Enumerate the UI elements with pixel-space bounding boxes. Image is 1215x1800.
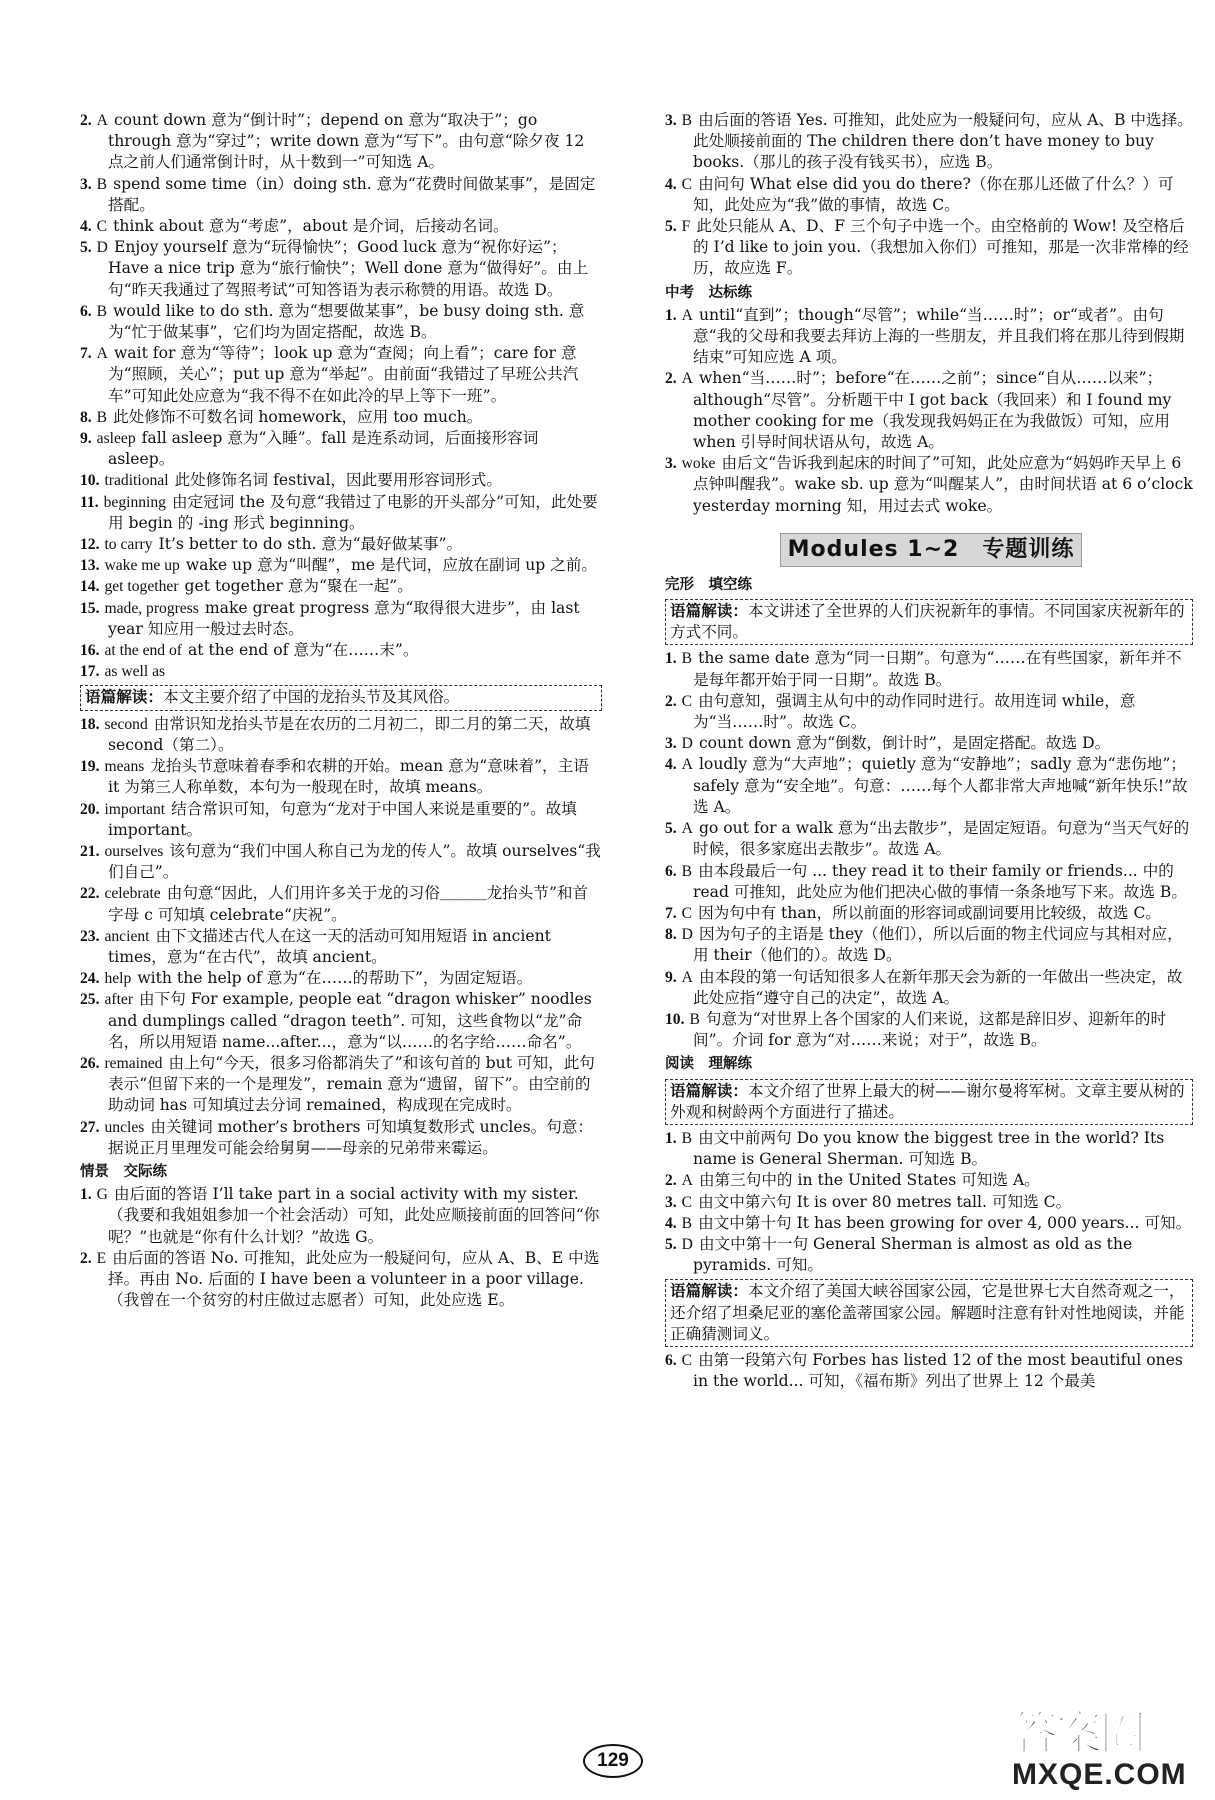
item-number: 15. — [80, 599, 100, 617]
answer-item — [80, 989, 602, 1053]
item-answer: C — [681, 692, 693, 710]
answer-item — [80, 841, 602, 883]
item-explanation: 由句意知，强调主从句中的动作同时进行。故用连词 while，意为“当……时”。故选 C。 — [693, 691, 1136, 732]
answer-item — [80, 492, 602, 534]
answer-item — [665, 216, 1193, 280]
answer-item — [80, 598, 602, 640]
item-number: 3. — [665, 455, 677, 473]
answer-item — [665, 924, 1193, 966]
answer-item — [665, 691, 1193, 733]
item-explanation: wake up 意为“叫醒”，me 是代词，应放在副词 up 之前。 — [185, 556, 598, 575]
item-explanation: 句意为“对世界上各个国家的人们来说，这都是辞旧岁、迎新年的时间”。介词 for 意为“对……来说；对于”，故选 B。 — [693, 1009, 1167, 1050]
item-answer: remained — [104, 1054, 163, 1072]
item-answer: A — [681, 306, 693, 324]
item-number: 2. — [665, 1172, 677, 1190]
item-answer: D — [681, 735, 693, 753]
item-number: 24. — [80, 970, 100, 988]
item-number: 12. — [80, 536, 100, 554]
item-answer: D — [96, 239, 108, 257]
item-answer: F — [681, 218, 691, 236]
item-number: 4. — [665, 175, 677, 193]
passage-summary-box — [80, 685, 602, 710]
item-explanation: 由第三句中的 in the United States 可知选 A。 — [698, 1171, 1040, 1190]
item-number: 1. — [80, 1186, 92, 1204]
item-answer: ourselves — [104, 842, 164, 860]
answer-item — [665, 1009, 1193, 1051]
item-answer: B — [96, 408, 108, 426]
right-column — [665, 110, 1193, 1392]
item-answer: A — [681, 968, 693, 986]
passage-summary-label: 语篇解读： — [85, 688, 163, 707]
answer-item — [80, 343, 602, 407]
item-explanation: 由问句 What else did you do there?（你在那儿还做了什么？）可知，此处应为“我”做的事情，故选 C。 — [693, 174, 1174, 214]
item-number: 27. — [80, 1118, 100, 1136]
item-answer: traditional — [104, 472, 169, 490]
item-answer: second — [104, 715, 148, 733]
answer-item — [665, 1213, 1193, 1234]
item-answer: help — [104, 970, 132, 988]
item-explanation: 因为句子的主语是 they（他们），所以后面的物主代词应与其相对应，用 their（他们的）。故选 D。 — [693, 925, 1183, 965]
item-number: 6. — [80, 302, 92, 320]
item-explanation: go out for a walk 意为“出去散步”，是固定短语。句意为“当天气好的时候，很多家庭出去散步”。故选 A。 — [693, 819, 1190, 859]
answer-item — [80, 407, 602, 428]
item-answer: A — [681, 1172, 693, 1190]
item-answer: uncles — [104, 1118, 145, 1136]
item-explanation: 由后面的答语 No. 可推知，此处应为一般疑问句，应从 A、B、E 中选择。再由 No. 后面的 I have been a volunteer in a poor village.（我曾在一个贫穷的村庄做过志愿者）可知，此处应选 E。 — [108, 1248, 600, 1310]
item-explanation: when“当……时”；before“在……之前”；since“自从……以来”；although“尽管”。分析题干中 I got back（我回来）和 I found my mother cooking for me（我发现我妈妈正在为我做饭）可知，应用 when 引导时间状语从句，故选 A。 — [693, 369, 1172, 452]
item-explanation: 因为句中有 than，所以前面的形容词或副词要用比较级，故选 C。 — [698, 903, 1162, 922]
answer-item — [80, 883, 602, 925]
item-answer: ancient — [104, 927, 150, 945]
item-answer: D — [681, 926, 693, 944]
passage-summary-label: 语篇解读： — [670, 1081, 748, 1100]
passage-summary-box — [665, 599, 1193, 645]
item-explanation: 由本段最后一句 ... they read it to their family or friends... 中的 read 可推知，此处应为他们把决心做的事情一条条地写下来。故选 B。 — [693, 861, 1187, 901]
item-answer: woke — [681, 455, 716, 473]
answer-item — [80, 237, 602, 301]
passage-summary-label: 语篇解读： — [670, 1282, 748, 1301]
item-number: 2. — [665, 692, 677, 710]
answer-item — [80, 714, 602, 756]
item-number: 25. — [80, 991, 100, 1009]
answer-item — [665, 967, 1193, 1009]
answer-item — [665, 368, 1193, 453]
answer-item — [80, 534, 602, 555]
item-explanation: 由第一段第六句 Forbes has listed 12 of the most beautiful ones in the world... 可知，《福布斯》列出了世界上 12 个最美 — [693, 1350, 1183, 1391]
item-explanation: think about 意为“考虑”，about 是介词，后接动名词。 — [113, 217, 509, 236]
answer-item — [80, 576, 602, 597]
item-answer: get together — [104, 578, 179, 596]
item-explanation: get together 意为“聚在一起”。 — [184, 577, 413, 596]
passage-summary-label: 语篇解读： — [670, 602, 748, 621]
passage-summary-text: 本文主要介绍了中国的龙抬头节及其风俗。 — [162, 688, 460, 707]
item-number: 23. — [80, 927, 100, 945]
item-answer: A — [96, 345, 108, 363]
answer-item — [80, 428, 602, 470]
item-number: 22. — [80, 885, 100, 903]
item-number: 10. — [665, 1010, 685, 1028]
item-number: 9. — [80, 430, 92, 448]
item-answer: C — [681, 1351, 693, 1369]
item-answer: to carry — [104, 536, 153, 554]
section-heading: 完形 填空练 — [665, 576, 752, 593]
item-explanation: 由本段的第一句话知很多人在新年那天会为新的一年做出一些决定，故此处应指“遵守自己的决定”，故选 A。 — [693, 967, 1183, 1007]
item-number: 20. — [80, 800, 100, 818]
item-number: 5. — [665, 218, 677, 236]
item-number: 3. — [665, 1193, 677, 1211]
item-explanation: 由关键词 mother’s brothers 可知填复数形式 uncles。句意：据说正月里理发可能会给舅舅——母亲的兄弟带来霉运。 — [108, 1117, 594, 1157]
answer-item — [80, 1053, 602, 1117]
answer-item — [665, 733, 1193, 754]
item-explanation: 由文中第十句 It has been growing for over 4, 000 years... 可知。 — [698, 1213, 1192, 1232]
item-explanation: Enjoy yourself 意为“玩得愉快”；Good luck 意为“祝你好运”；Have a nice trip 意为“旅行愉快”；Well done 意为“做得好”。由上句“昨天我通过了驾照考试”可知答语为表示称赞的用语。故选 D。 — [108, 238, 589, 299]
module-banner: Modules 1~2 专题训练 — [780, 533, 1082, 567]
passage-summary-text: 本文讲述了全世界的人们庆祝新年的事情。不同国家庆祝新年的方式不同。 — [670, 602, 1185, 642]
item-number: 5. — [665, 1235, 677, 1253]
item-number: 7. — [80, 345, 92, 363]
passage-summary-text: 本文介绍了美国大峡谷国家公园，它是世界七大自然奇观之一，还介绍了坦桑尼亚的塞伦盖蒂国家公园。解题时注意有针对性地阅读，并能正确猜测词义。 — [670, 1282, 1185, 1343]
section-heading: 中考 达标练 — [665, 284, 752, 301]
item-explanation: make great progress 意为“取得很大进步”，由 last year 知应用一般过去时态。 — [108, 598, 580, 638]
answer-item — [665, 1128, 1193, 1170]
item-answer: wake me up — [104, 557, 180, 575]
item-explanation: at the end of 意为“在……末”。 — [187, 641, 419, 660]
item-number: 2. — [80, 112, 92, 129]
item-number: 17. — [80, 663, 100, 681]
answer-item — [80, 301, 602, 343]
item-explanation: 此处修饰名词 festival，因此要用形容词形式。 — [174, 471, 502, 490]
item-number: 1. — [665, 306, 677, 324]
item-answer: B — [681, 1214, 693, 1232]
answer-item — [80, 555, 602, 576]
answer-item — [80, 661, 602, 682]
item-explanation: 由上句“今天，很多习俗都消失了”和该句首的 but 可知，此句表示“但留下来的一个是理发”，remain 意为“遗留，留下”。由空前的助动词 has 可知填过去分词 remained，构成现在完成时。 — [108, 1053, 595, 1115]
item-number: 6. — [665, 1351, 677, 1369]
item-number: 19. — [80, 758, 100, 776]
watermark-logo — [1012, 1708, 1202, 1796]
answer-item — [665, 648, 1193, 690]
item-number: 1. — [665, 650, 677, 668]
item-explanation: 由后文“告诉我到起床的时间了”可知，此处应意为“妈妈昨天早上 6 点钟叫醒我”。wake sb. up 意为“叫醒某人”，由时间状语 at 6 o’clock yesterday morning 知，用过去式 woke。 — [693, 454, 1193, 515]
item-answer: D — [681, 1235, 693, 1253]
item-explanation: until“直到”；though“尽管”；while“当……时”；or“或者”。由句意“我的父母和我要去拜访上海的一些朋友，并且我们将在那儿待到假期结束”可知应选 A 项。 — [693, 305, 1185, 367]
item-number: 16. — [80, 642, 100, 660]
item-number: 10. — [80, 472, 100, 490]
item-answer: B — [96, 302, 108, 320]
item-answer: B — [681, 112, 693, 129]
answer-item — [80, 216, 602, 237]
item-explanation: It’s better to do sth. 意为“最好做某事”。 — [158, 535, 463, 554]
item-explanation: 由常识知龙抬头节是在农历的二月初二，即二月的第二天，故填 second（第二）。 — [108, 714, 591, 754]
item-answer: B — [681, 1129, 693, 1147]
item-number: 9. — [665, 968, 677, 986]
passage-summary-text: 本文介绍了世界上最大的树——谢尔曼将军树。文章主要从树的外观和树龄两个方面进行了描述。 — [670, 1081, 1185, 1121]
item-number: 18. — [80, 715, 100, 733]
item-answer: A — [681, 756, 693, 774]
item-answer: A — [681, 820, 693, 838]
answer-item — [80, 1184, 602, 1248]
item-explanation: 此处修饰不可数名词 homework，应用 too much。 — [113, 407, 483, 426]
item-answer: at the end of — [104, 642, 182, 660]
watermark-url: MXQE.COM — [1012, 1758, 1187, 1791]
item-explanation: 龙抬头节意味着春季和农耕的开始。mean 意为“意味着”，主语 it 为第三人称单数，本句为一般现在时，故填 means。 — [108, 757, 589, 797]
item-explanation: would like to do sth. 意为“想要做某事”，be busy doing sth. 意为“忙于做某事”，它们均为固定搭配，故选 B。 — [108, 301, 585, 342]
item-number: 8. — [665, 926, 677, 944]
left-column — [80, 110, 602, 1311]
item-explanation: 由后面的答语 I’ll take part in a social activity with my sister.（我要和我姐姐参加一个社会活动）可知，此处应顺接前面的回答问“你呢？”也就是“你有什么计划？”故选 G。 — [108, 1185, 600, 1246]
item-number: 5. — [665, 820, 677, 838]
item-answer: important — [104, 800, 166, 818]
item-explanation: 由文中第十一句 General Sherman is almost as old as the pyramids. 可知。 — [693, 1234, 1133, 1275]
item-answer: C — [681, 904, 693, 922]
item-number: 3. — [665, 112, 677, 129]
item-explanation: 由后面的答语 Yes. 可推知，此处应为一般疑问句，应从 A、B 中选择。此处顺接前面的 The children there don’t have money to buy books.（那儿的孩子没有钱买书），应选 B。 — [693, 111, 1193, 172]
watermark-text: 答案圈 — [1012, 1706, 1144, 1760]
item-number: 6. — [665, 862, 677, 880]
item-explanation: fall asleep 意为“入睡”。fall 是连系动词，后面接形容词 asleep。 — [108, 429, 539, 469]
passage-summary-box — [665, 1279, 1193, 1347]
answer-item — [80, 926, 602, 968]
item-answer: made, progress — [104, 599, 199, 617]
answer-item — [80, 968, 602, 989]
item-number: 3. — [665, 735, 677, 753]
item-answer: asleep — [96, 430, 136, 448]
item-explanation: wait for 意为“等待”；look up 意为“查阅；向上看”；care for 意为“照顾，关心”；put up 意为“举起”。由前面“我错过了早班公共汽车”可知此处应意为“我不得不在如此冷的早上等下一班”。 — [108, 344, 579, 405]
item-explanation: 此处只能从 A、D、F 三个句子中选一个。由空格前的 Wow! 及空格后的 I’d like to join you.（我想加入你们）可推知，那是一次非常棒的经历，故应选 F。 — [693, 217, 1189, 278]
answer-item — [665, 1234, 1193, 1276]
answer-item — [80, 756, 602, 798]
item-number: 1. — [665, 1129, 677, 1147]
item-number: 4. — [665, 756, 677, 774]
item-explanation: count down 意为“倒计时”；depend on 意为“取决于”；go through 意为“穿过”；write down 意为“写下”。由句意“除夕夜 12 点之前人们通常倒计时，从十数到一”可知选 A。 — [108, 111, 585, 172]
item-answer: C — [96, 218, 108, 236]
item-explanation: with the help of 意为“在……的帮助下”，为固定短语。 — [137, 969, 533, 988]
item-answer: G — [96, 1186, 108, 1204]
item-answer: A — [681, 370, 693, 388]
answer-item — [80, 1248, 602, 1312]
answer-item — [665, 174, 1193, 216]
item-number: 3. — [80, 175, 92, 193]
item-number: 4. — [80, 218, 92, 236]
item-answer: C — [681, 1193, 693, 1211]
passage-summary-box — [665, 1079, 1193, 1125]
item-number: 8. — [80, 408, 92, 426]
item-answer: means — [104, 758, 145, 776]
item-explanation: spend some time（in）doing sth. 意为“花费时间做某事”，是固定搭配。 — [108, 174, 596, 214]
item-answer: E — [96, 1249, 107, 1267]
item-answer: B — [689, 1010, 700, 1028]
item-answer: B — [96, 175, 108, 193]
page-number: 129 — [583, 1744, 643, 1778]
answer-item — [80, 640, 602, 661]
item-number: 14. — [80, 578, 100, 596]
section-heading: 情景 交际练 — [80, 1163, 167, 1180]
item-answer: beginning — [103, 493, 166, 511]
item-number: 21. — [80, 842, 100, 860]
item-explanation: count down 意为“倒数，倒计时”，是固定搭配。故选 D。 — [698, 734, 1111, 753]
answer-item — [665, 110, 1193, 174]
answer-item — [80, 110, 602, 174]
item-answer: after — [104, 991, 134, 1009]
item-number: 5. — [80, 239, 92, 257]
answer-item — [665, 305, 1193, 369]
item-number: 4. — [665, 1214, 677, 1232]
item-explanation: 该句意为“我们中国人称自己为龙的传人”。故填 ourselves“我们自己”。 — [108, 841, 601, 882]
answer-item — [665, 818, 1193, 860]
item-explanation: 由定冠词 the 及句意“我错过了电影的开头部分”可知，此处要用 begin 的 -ing 形式 beginning。 — [108, 492, 598, 532]
answer-item — [80, 174, 602, 216]
item-explanation: 由下文描述古代人在这一天的活动可知用短语 in ancient times，意为“在古代”，故填 ancient。 — [108, 926, 551, 966]
item-explanation: 由文中前两句 Do you know the biggest tree in the world? Its name is General Sherman. 可知选 B。 — [693, 1128, 1165, 1169]
answer-item — [80, 1117, 602, 1159]
answer-item — [80, 470, 602, 491]
item-answer: celebrate — [104, 885, 161, 903]
answer-item — [665, 903, 1193, 924]
answer-item — [665, 1170, 1193, 1191]
item-explanation: loudly 意为“大声地”；quietly 意为“安静地”；sadly 意为“悲伤地”；safely 意为“安全地”。句意：……每个人都非常大声地喊“新年快乐!”故选 A。 — [693, 755, 1188, 816]
answer-item — [665, 453, 1193, 517]
item-explanation: the same date 意为“同一日期”。句意为“……在有些国家，新年并不是每年都开始于同一日期”。故选 B。 — [693, 649, 1182, 689]
item-number: 26. — [80, 1054, 100, 1072]
item-answer: A — [96, 112, 108, 129]
item-explanation: 结合常识可知，句意为“龙对于中国人来说是重要的”。故填 important。 — [108, 799, 577, 839]
item-number: 2. — [665, 370, 677, 388]
item-explanation: 由文中第六句 It is over 80 metres tall. 可知选 C。 — [698, 1192, 1072, 1211]
answer-item — [665, 1350, 1193, 1392]
answer-item — [665, 861, 1193, 903]
answer-item — [665, 754, 1193, 818]
item-explanation: 由句意“因此，人们用许多关于龙的习俗＿＿＿龙抬头节”和首字母 c 可知填 celebrate“庆祝”。 — [108, 884, 589, 924]
item-number: 7. — [665, 904, 677, 922]
item-explanation: 由下句 For example, people eat “dragon whisker” noodles and dumplings called “dragon teeth”. 可知，这些食物以“龙”命名，所以用短语 name...after...，意为“以……的名字给……命名”。 — [108, 990, 592, 1051]
section-heading: 阅读 理解练 — [665, 1056, 752, 1073]
item-answer: as well as — [104, 663, 166, 681]
item-answer: C — [681, 175, 693, 193]
answer-item — [665, 1192, 1193, 1213]
item-number: 13. — [80, 557, 100, 575]
item-number: 2. — [80, 1249, 92, 1267]
item-answer: B — [681, 650, 693, 668]
answer-item — [80, 799, 602, 841]
item-number: 11. — [80, 493, 99, 511]
item-answer: B — [681, 862, 693, 880]
